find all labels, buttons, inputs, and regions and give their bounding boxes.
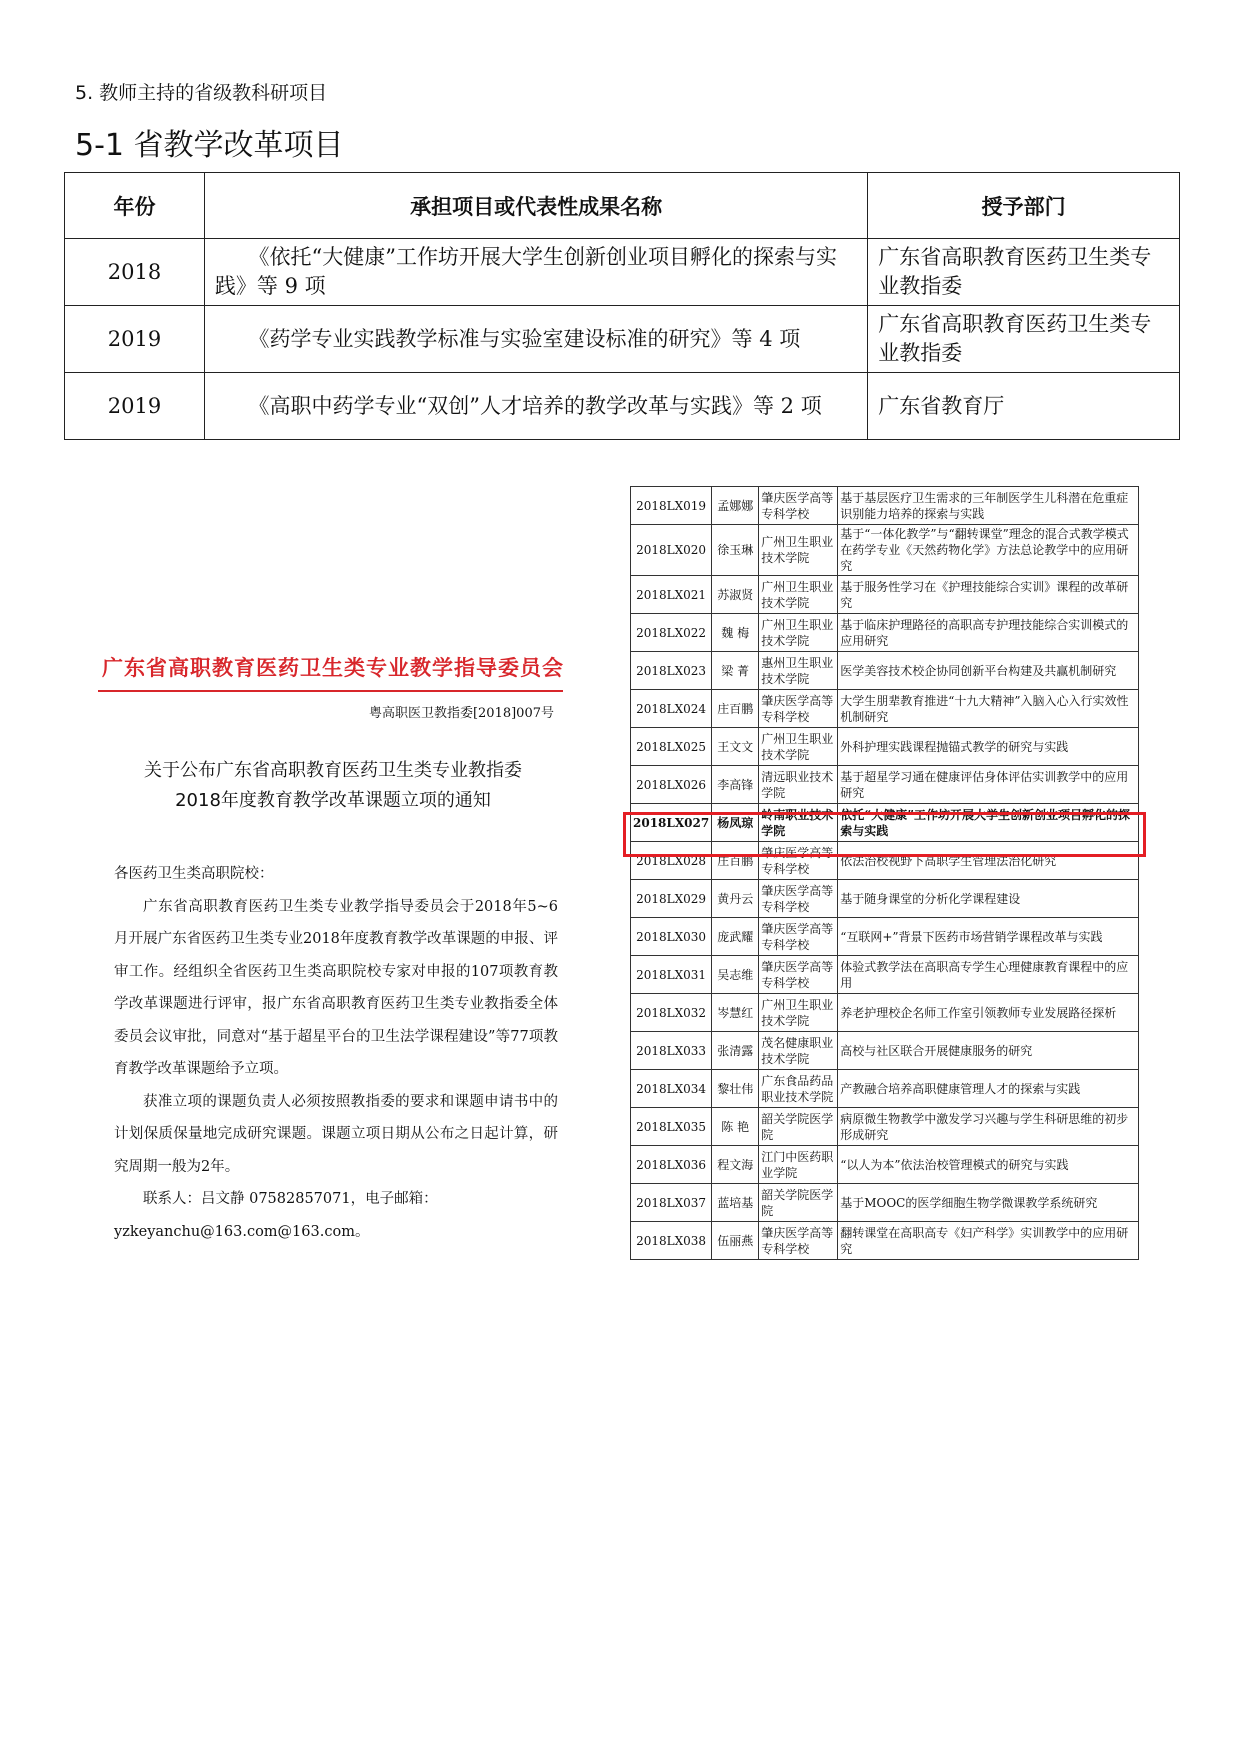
table-header-row xyxy=(65,173,1180,239)
project-title: 体验式教学法在高职高专学生心理健康教育课程中的应用 xyxy=(838,956,1139,994)
cell-project: 《依托“大健康”工作坊开展大学生创新创业项目孵化的探索与实践》等 9 项 xyxy=(204,239,867,306)
cell-year: 2019 xyxy=(65,373,205,440)
project-row xyxy=(631,1184,1139,1222)
project-title: 病原微生物教学中激发学习兴趣与学生科研思维的初步形成研究 xyxy=(838,1108,1139,1146)
project-school: 肇庆医学高等专科学校 xyxy=(759,880,838,918)
project-row xyxy=(631,525,1139,576)
project-title: “互联网+”背景下医药市场营销学课程改革与实践 xyxy=(838,918,1139,956)
project-code: 2018LX035 xyxy=(631,1108,712,1146)
project-title: 基于基层医疗卫生需求的三年制医学生儿科潜在危重症识别能力培养的探索与实践 xyxy=(838,487,1139,525)
project-leader: 苏淑贤 xyxy=(712,576,759,614)
project-row xyxy=(631,994,1139,1032)
project-row xyxy=(631,1070,1139,1108)
project-leader: 李高锋 xyxy=(712,766,759,804)
table-row xyxy=(65,306,1180,373)
cell-dept: 广东省高职教育医药卫生类专业教指委 xyxy=(868,306,1180,373)
project-code: 2018LX033 xyxy=(631,1032,712,1070)
project-leader: 杨凤琼 xyxy=(712,804,759,842)
project-code: 2018LX020 xyxy=(631,525,712,576)
project-school: 广东食品药品职业技术学院 xyxy=(759,1070,838,1108)
section-heading: 5. 教师主持的省级教科研项目 xyxy=(75,82,328,104)
project-leader: 伍丽燕 xyxy=(712,1222,759,1260)
project-school: 肇庆医学高等专科学校 xyxy=(759,1222,838,1260)
project-row xyxy=(631,956,1139,994)
cell-project: 《药学专业实践教学标准与实验室建设标准的研究》等 4 项 xyxy=(204,306,867,373)
project-school: 广州卫生职业技术学院 xyxy=(759,994,838,1032)
project-school: 肇庆医学高等专科学校 xyxy=(759,487,838,525)
project-list-scan xyxy=(630,486,1139,1260)
project-row xyxy=(631,1108,1139,1146)
project-title: 依法治校视野下高职学生管理法治化研究 xyxy=(838,842,1139,880)
project-code: 2018LX024 xyxy=(631,690,712,728)
project-title: 医学美容技术校企协同创新平台构建及共赢机制研究 xyxy=(838,652,1139,690)
project-leader: 陈 艳 xyxy=(712,1108,759,1146)
project-school: 肇庆医学高等专科学校 xyxy=(759,690,838,728)
cell-dept: 广东省教育厅 xyxy=(868,373,1180,440)
project-leader: 孟娜娜 xyxy=(712,487,759,525)
project-code: 2018LX023 xyxy=(631,652,712,690)
project-code: 2018LX027 xyxy=(631,804,712,842)
project-school: 韶关学院医学院 xyxy=(759,1108,838,1146)
notice-title xyxy=(98,756,568,816)
contact-line: 联系人：吕文静 07582857071，电子邮箱： xyxy=(143,1191,438,1207)
project-title: 基于MOOC的医学细胞生物学微课教学系统研究 xyxy=(838,1184,1139,1222)
notice-title-line2: 2018年度教育教学改革课题立项的通知 xyxy=(175,790,491,811)
notice-document-scan xyxy=(98,632,568,1282)
project-title: 大学生朋辈教育推进“十九大精神”入脑入心入行实效性机制研究 xyxy=(838,690,1139,728)
project-title: 基于随身课堂的分析化学课程建设 xyxy=(838,880,1139,918)
project-row xyxy=(631,1146,1139,1184)
salutation: 各医药卫生类高职院校： xyxy=(114,866,274,882)
project-row xyxy=(631,576,1139,614)
project-leader: 梁 菁 xyxy=(712,652,759,690)
project-leader: 魏 梅 xyxy=(712,614,759,652)
project-leader: 徐玉琳 xyxy=(712,525,759,576)
project-school: 江门中医药职业学院 xyxy=(759,1146,838,1184)
project-row xyxy=(631,1222,1139,1260)
header-dept: 授予部门 xyxy=(868,173,1180,239)
project-leader: 王文文 xyxy=(712,728,759,766)
header-project: 承担项目或代表性成果名称 xyxy=(204,173,867,239)
table-row xyxy=(65,373,1180,440)
project-row xyxy=(631,728,1139,766)
project-row xyxy=(631,880,1139,918)
header-year: 年份 xyxy=(65,173,205,239)
cell-project: 《高职中药学专业“双创”人才培养的教学改革与实践》等 2 项 xyxy=(204,373,867,440)
cell-dept: 广东省高职教育医药卫生类专业教指委 xyxy=(868,239,1180,306)
project-leader: 庄百鹏 xyxy=(712,690,759,728)
project-code: 2018LX036 xyxy=(631,1146,712,1184)
project-code: 2018LX022 xyxy=(631,614,712,652)
project-title: 高校与社区联合开展健康服务的研究 xyxy=(838,1032,1139,1070)
table-row xyxy=(65,239,1180,306)
project-title: 基于“一体化教学”与“翻转课堂”理念的混合式教学模式在药学专业《天然药物化学》方法总论教学中的应用研究 xyxy=(838,525,1139,576)
red-divider xyxy=(98,690,563,692)
project-row xyxy=(631,766,1139,804)
notice-title-line1: 关于公布广东省高职教育医药卫生类专业教指委 xyxy=(144,760,522,781)
project-code: 2018LX037 xyxy=(631,1184,712,1222)
project-title: 基于超星学习通在健康评估身体评估实训教学中的应用研究 xyxy=(838,766,1139,804)
project-code: 2018LX026 xyxy=(631,766,712,804)
project-school: 肇庆医学高等专科学校 xyxy=(759,842,838,880)
project-row xyxy=(631,690,1139,728)
contact-email: yzkeyanchu@163.com@163.com。 xyxy=(114,1223,370,1240)
reform-project-table xyxy=(64,172,1180,440)
notice-paragraph: 获准立项的课题负责人必须按照教指委的要求和课题申请书中的计划保质保量地完成研究课题。课题立项日期从公布之日起计算，研究周期一般为2年。 xyxy=(114,1093,558,1175)
project-leader: 庞武耀 xyxy=(712,918,759,956)
project-school: 广州卫生职业技术学院 xyxy=(759,614,838,652)
project-code: 2018LX021 xyxy=(631,576,712,614)
project-row xyxy=(631,614,1139,652)
project-school: 广州卫生职业技术学院 xyxy=(759,728,838,766)
project-school: 惠州卫生职业技术学院 xyxy=(759,652,838,690)
project-code: 2018LX032 xyxy=(631,994,712,1032)
project-school: 岭南职业技术学院 xyxy=(759,804,838,842)
project-leader: 程文海 xyxy=(712,1146,759,1184)
project-row xyxy=(631,487,1139,525)
project-leader: 岑慧红 xyxy=(712,994,759,1032)
project-school: 肇庆医学高等专科学校 xyxy=(759,956,838,994)
project-leader: 张清露 xyxy=(712,1032,759,1070)
project-leader: 蓝培基 xyxy=(712,1184,759,1222)
project-title: 养老护理校企名师工作室引领教师专业发展路径探析 xyxy=(838,994,1139,1032)
project-title: 外科护理实践课程抛锚式教学的研究与实践 xyxy=(838,728,1139,766)
org-title: 广东省高职教育医药卫生类专业教学指导委员会 xyxy=(102,656,564,680)
doc-number: 粤高职医卫教指委[2018]007号 xyxy=(368,706,554,721)
project-leader: 吴志维 xyxy=(712,956,759,994)
project-school: 茂名健康职业技术学院 xyxy=(759,1032,838,1070)
project-row xyxy=(631,652,1139,690)
project-code: 2018LX019 xyxy=(631,487,712,525)
project-leader: 黄丹云 xyxy=(712,880,759,918)
project-code: 2018LX028 xyxy=(631,842,712,880)
project-title: 产教融合培养高职健康管理人才的探索与实践 xyxy=(838,1070,1139,1108)
project-title: “以人为本”依法治校管理模式的研究与实践 xyxy=(838,1146,1139,1184)
project-code: 2018LX029 xyxy=(631,880,712,918)
project-title: 基于临床护理路径的高职高专护理技能综合实训模式的应用研究 xyxy=(838,614,1139,652)
cell-year: 2019 xyxy=(65,306,205,373)
project-leader: 庄百鹏 xyxy=(712,842,759,880)
project-code: 2018LX038 xyxy=(631,1222,712,1260)
project-row xyxy=(631,918,1139,956)
project-school: 广州卫生职业技术学院 xyxy=(759,525,838,576)
project-school: 广州卫生职业技术学院 xyxy=(759,576,838,614)
project-title: 基于服务性学习在《护理技能综合实训》课程的改革研究 xyxy=(838,576,1139,614)
project-row xyxy=(631,1032,1139,1070)
project-code: 2018LX030 xyxy=(631,918,712,956)
project-code: 2018LX025 xyxy=(631,728,712,766)
section-title: 5-1 省教学改革项目 xyxy=(75,128,344,163)
cell-year: 2018 xyxy=(65,239,205,306)
project-code: 2018LX034 xyxy=(631,1070,712,1108)
project-code: 2018LX031 xyxy=(631,956,712,994)
project-leader: 黎壮伟 xyxy=(712,1070,759,1108)
highlight-box xyxy=(623,812,1146,857)
project-school: 清远职业技术学院 xyxy=(759,766,838,804)
project-school: 肇庆医学高等专科学校 xyxy=(759,918,838,956)
notice-body xyxy=(114,858,558,1248)
notice-paragraph: 广东省高职教育医药卫生类专业教学指导委员会于2018年5~6月开展广东省医药卫生类专业2018年度教育教学改革课题的申报、评审工作。经组织全省医药卫生类高职院校专家对申报的107项教育教学改革课题进行评审，报广东省高职教育医药卫生类专业教指委全体委员会议审批，同意对“基于超星平台的卫生法学课程建设”等77项教育教学改革课题给予立项。 xyxy=(114,898,558,1077)
project-school: 韶关学院医学院 xyxy=(759,1184,838,1222)
project-title: 依托“大健康”工作坊开展大学生创新创业项目孵化的探索与实践 xyxy=(838,804,1139,842)
project-title: 翻转课堂在高职高专《妇产科学》实训教学中的应用研究 xyxy=(838,1222,1139,1260)
